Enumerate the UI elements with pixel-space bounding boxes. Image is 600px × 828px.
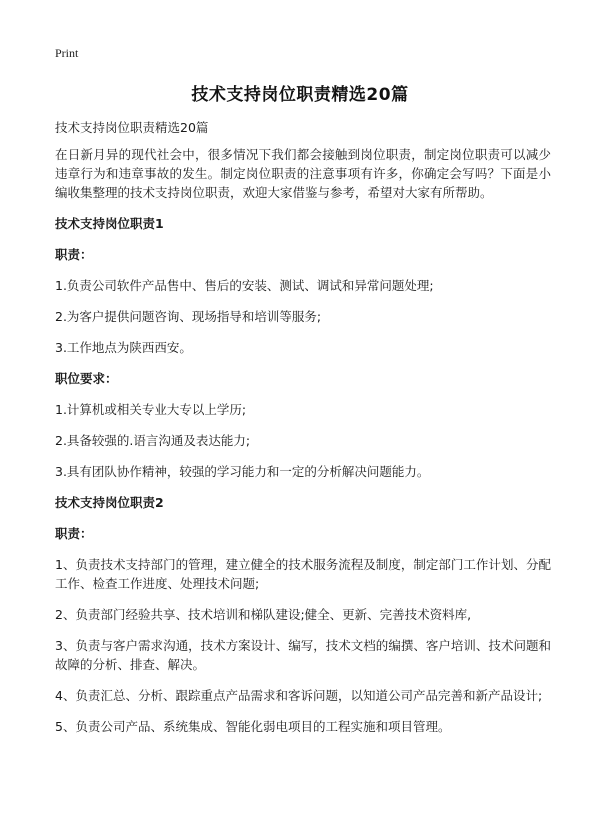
section-heading-1: 技术支持岗位职责1 [55,216,164,231]
duty-item: 2.为客户提供问题咨询、现场指导和培训等服务; [55,309,322,324]
intro-paragraph: 在日新月异的现代社会中，很多情况下我们都会接触到岗位职责，制定岗位职责可以减少违章行为和违章事故的发生。制定岗位职责的注意事项有许多，你确定会写吗？下面是小编收集整理的技术支持岗位职责，欢迎大家借鉴与参考，希望对大家有所帮助。 [55,147,551,200]
section-heading-2: 技术支持岗位职责2 [55,495,164,510]
duty-item: 4、负责汇总、分析、跟踪重点产品需求和客诉问题，以知道公司产品完善和新产品设计; [55,688,543,703]
page-title: 技术支持岗位职责精选20篇 [191,85,409,105]
requirement-item: 3.具有团队协作精神，较强的学习能力和一定的分析解决问题能力。 [55,464,430,479]
duty-item: 2、负责部门经验共享、技术培训和梯队建设;健全、更新、完善技术资料库, [55,607,472,622]
duties-label-1: 职责： [55,247,93,262]
requirement-item: 1.计算机或相关专业大专以上学历; [55,402,247,417]
requirement-item: 2.具备较强的.语言沟通及表达能力; [55,433,251,448]
duty-item: 5、负责公司产品、系统集成、智能化弱电项目的工程实施和项目管理。 [55,719,451,734]
duty-item: 1.负责公司软件产品售中、售后的安装、测试、调试和异常问题处理; [55,278,434,293]
duty-item: 1、负责技术支持部门的管理，建立健全的技术服务流程及制度，制定部门工作计划、分配工作、检查工作进度、处理技术问题; [55,557,551,591]
document-body [55,118,551,748]
duty-item: 3、负责与客户需求沟通，技术方案设计、编写，技术文档的编撰、客户培训、技术问题和故障的分析、排查、解决。 [55,638,551,672]
duties-label-2: 职责： [55,526,93,541]
requirements-label-1: 职位要求： [55,371,118,386]
duty-item: 3.工作地点为陕西西安。 [55,340,192,355]
print-label: Print [55,46,79,60]
document-subtitle: 技术支持岗位职责精选20篇 [55,120,209,135]
